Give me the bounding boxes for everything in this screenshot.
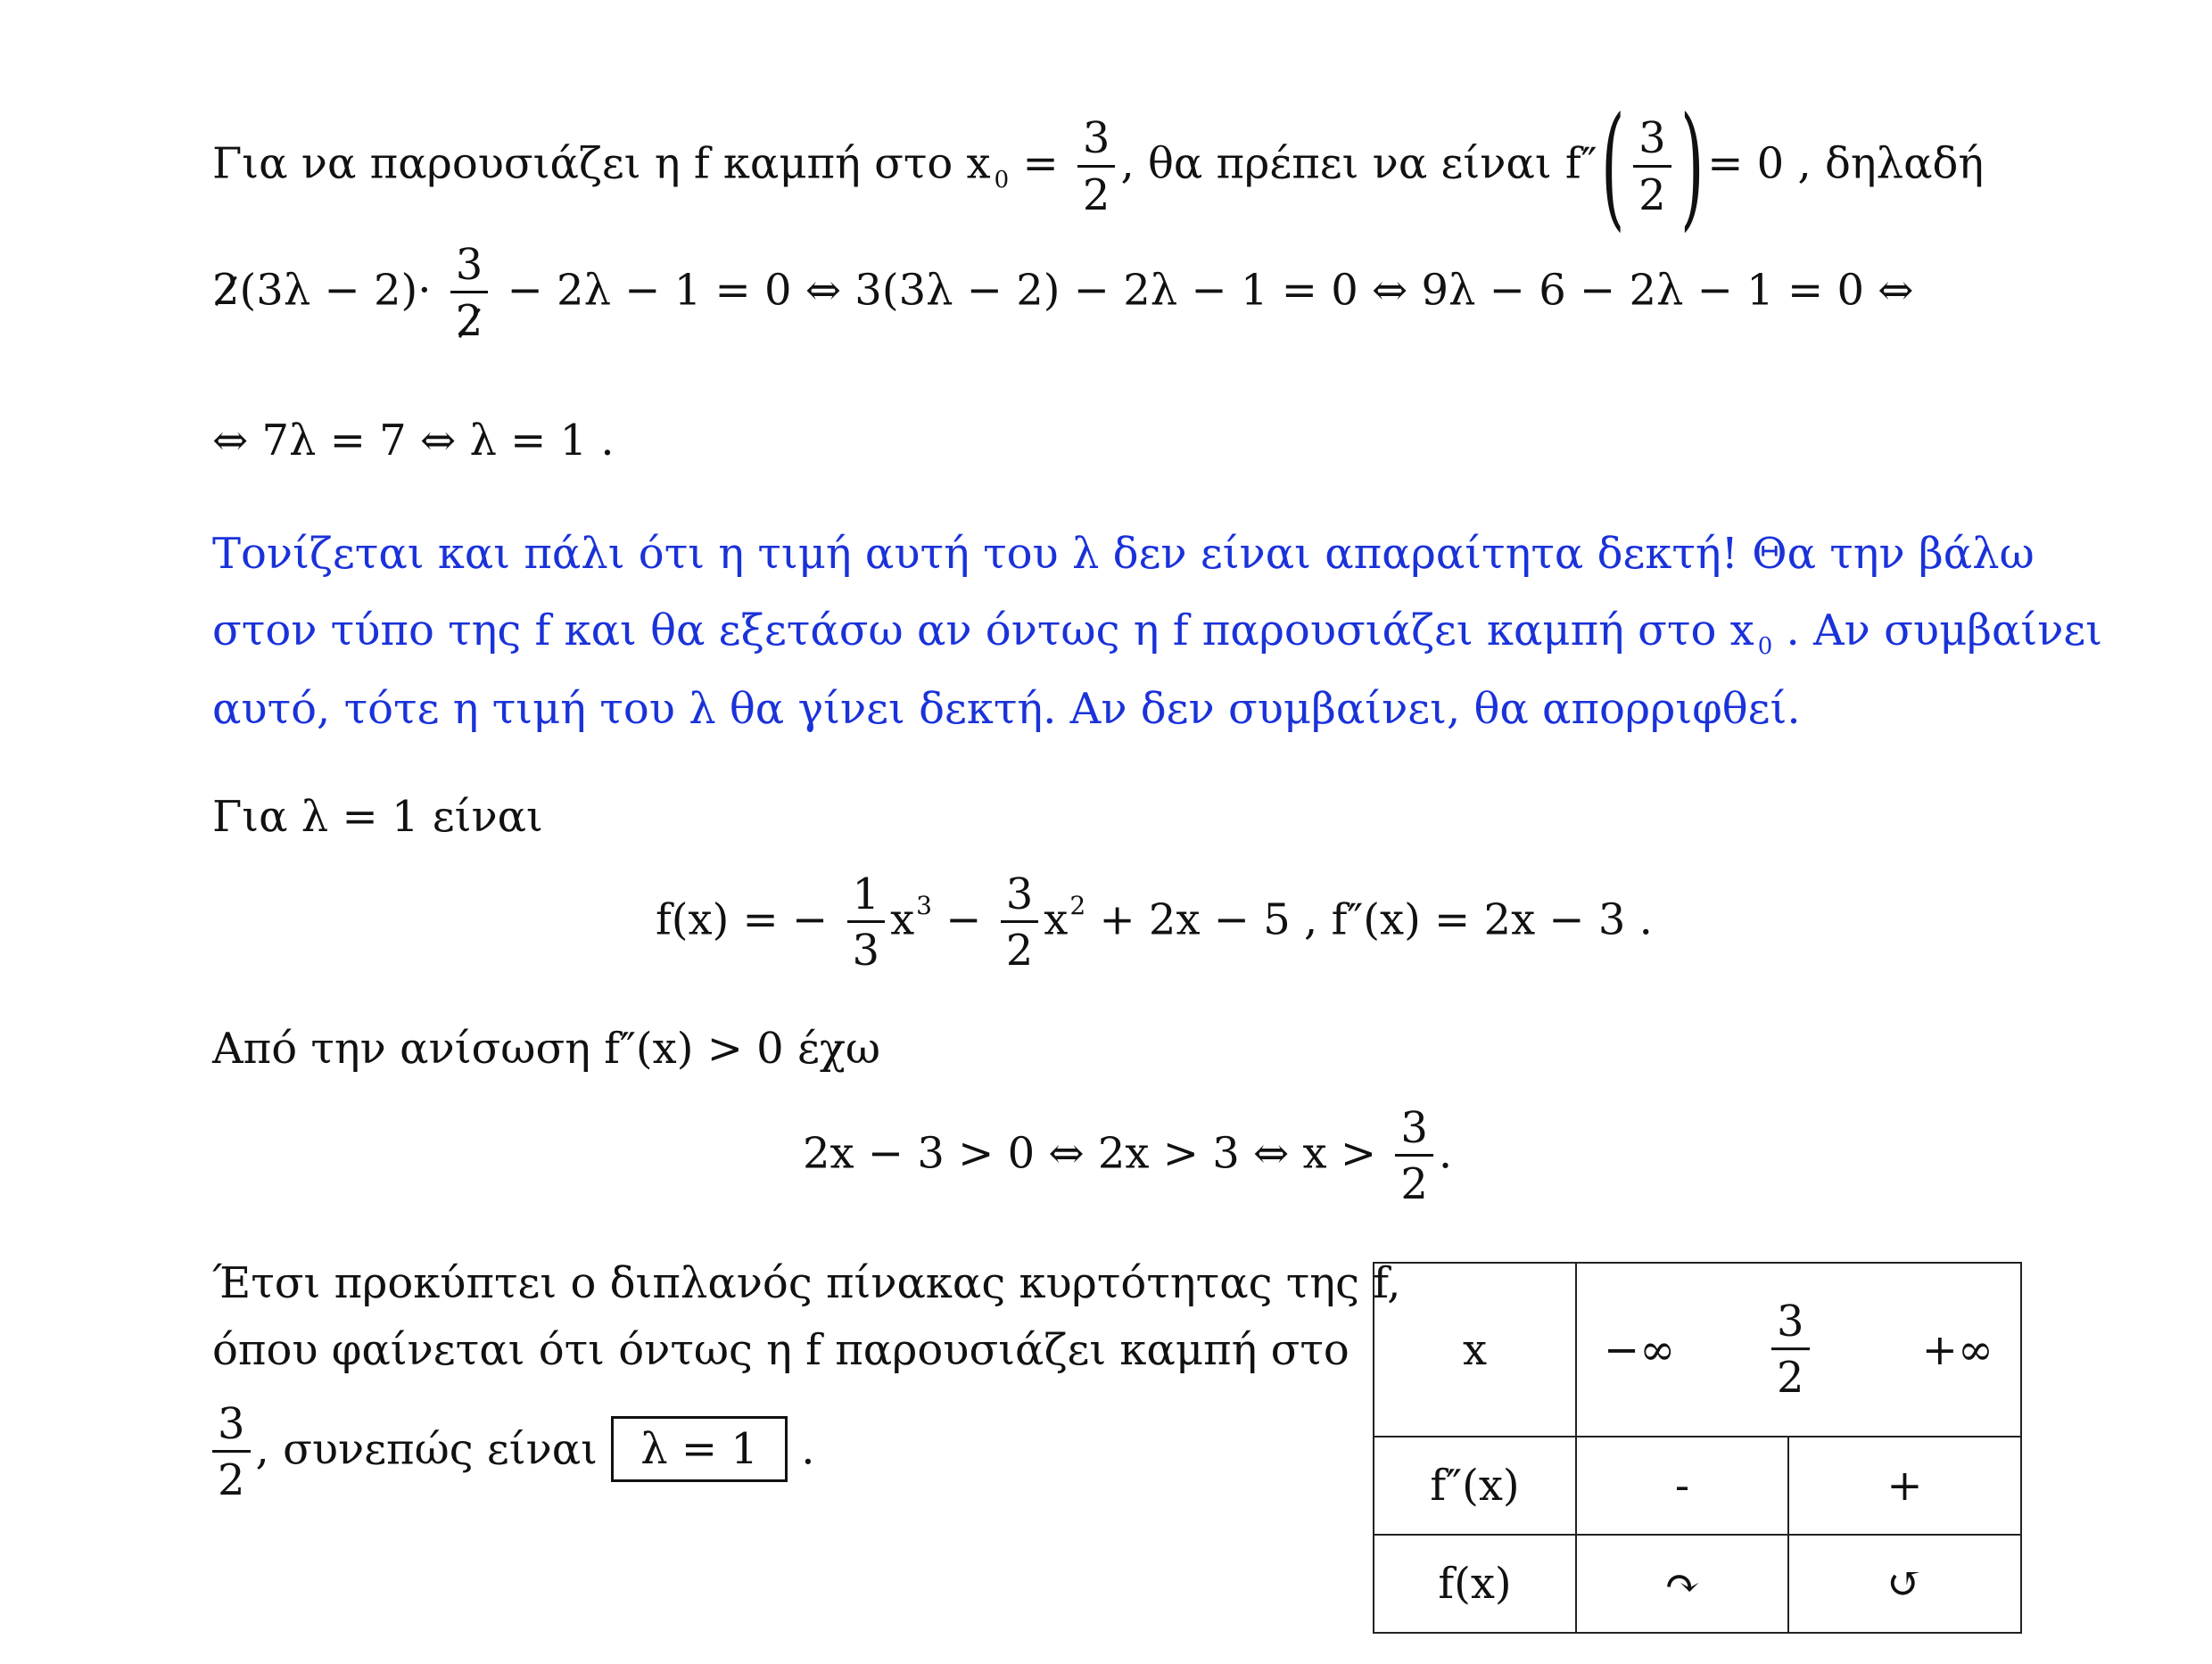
line-equation-lambda bbox=[212, 240, 1914, 347]
line-inflection-condition bbox=[212, 89, 1985, 244]
fraction-denominator: 2 bbox=[1633, 165, 1671, 218]
formula-f-and-f2 bbox=[656, 869, 1653, 976]
fraction-3-2 bbox=[212, 1399, 251, 1506]
right-paren: ) bbox=[1680, 89, 1704, 244]
sign-left: - bbox=[1576, 1437, 1788, 1535]
line1-eq: = bbox=[1022, 138, 1059, 189]
for-lambda-line: Για λ = 1 είναι bbox=[212, 792, 543, 842]
fraction-denominator: 2 bbox=[1771, 1347, 1810, 1400]
formula-lhs: f(x) = − bbox=[656, 894, 829, 945]
inequality-solution bbox=[803, 1103, 1453, 1210]
fraction-3-2 bbox=[1077, 113, 1116, 220]
exponent-3: 3 bbox=[916, 891, 932, 921]
line1-text-b: , θα πρέπει να είναι f″ bbox=[1120, 138, 1597, 189]
fraction-denominator: 2 bbox=[1395, 1154, 1433, 1207]
note-line-2 bbox=[212, 605, 2103, 660]
table-row-x bbox=[1374, 1263, 2021, 1437]
fraction-numerator: 3 bbox=[455, 240, 483, 290]
fraction-numerator: 3 bbox=[1777, 1296, 1804, 1347]
fraction-3-2-cancelled bbox=[450, 240, 489, 347]
formula-x2: x bbox=[1044, 894, 1069, 945]
fraction-denominator: 3 bbox=[847, 920, 886, 973]
line1-sub0: 0 bbox=[994, 166, 1010, 194]
cancelled-denominator: 2 bbox=[455, 296, 483, 347]
exponent-2: 2 bbox=[1069, 891, 1086, 921]
fraction-numerator: 3 bbox=[218, 1399, 245, 1449]
table-row-f2 bbox=[1374, 1437, 2021, 1535]
fraction-3-2 bbox=[1001, 869, 1039, 976]
fraction-denominator: 2 bbox=[212, 1450, 251, 1503]
positive-infinity: +∞ bbox=[1921, 1324, 1993, 1375]
fraction-numerator: 3 bbox=[1005, 869, 1034, 919]
conclusion-dot: . bbox=[801, 1424, 815, 1475]
line2-part-a: (3λ − 2)· bbox=[239, 265, 432, 316]
formula-minus: − bbox=[945, 894, 982, 945]
cancelled-two: 2 bbox=[212, 265, 240, 316]
fraction-3-2 bbox=[1395, 1103, 1433, 1210]
fraction-denominator: 2 bbox=[1001, 920, 1039, 973]
fraction-denominator: 2 bbox=[1077, 165, 1116, 218]
fraction-denominator bbox=[450, 291, 489, 347]
line2-part-b: − 2λ − 1 = 0 ⇔ 3(3λ − 2) − 2λ − 1 = 0 ⇔ 9λ − 6 − 2λ − 1 = 0 ⇔ bbox=[507, 265, 1914, 316]
inequality-dot: . bbox=[1438, 1128, 1453, 1179]
boxed-answer: λ = 1 bbox=[611, 1416, 788, 1482]
row-label-f: f(x) bbox=[1374, 1535, 1576, 1633]
conclusion-text: , συνεπώς είναι bbox=[255, 1424, 598, 1475]
inequality-text: 2x − 3 > 0 ⇔ 2x > 3 ⇔ x > bbox=[803, 1128, 1377, 1179]
note-line-1: Τονίζεται και πάλι ότι η τιμή αυτή του λ δεν είναι απαραίτητα δεκτή! Θα την βάλω bbox=[212, 529, 2035, 579]
note-line2-a: στον τύπο της f και θα εξετάσω αν όντως η f παρουσιάζει καμπή στο x bbox=[212, 605, 1754, 655]
formula-x3: x bbox=[890, 894, 915, 945]
row-label-f2: f″(x) bbox=[1374, 1437, 1576, 1535]
line1-text-c: = 0 , δηλαδή bbox=[1707, 138, 1985, 189]
fraction-numerator: 3 bbox=[1082, 113, 1110, 164]
line-lambda-result: ⇔ 7λ = 7 ⇔ λ = 1 . bbox=[212, 416, 615, 465]
fraction-numerator: 3 bbox=[1400, 1103, 1428, 1153]
inequality-intro: Από την ανίσωση f″(x) > 0 έχω bbox=[212, 1024, 881, 1074]
negative-infinity: −∞ bbox=[1604, 1324, 1676, 1375]
concave-arrow-icon: ↷ bbox=[1576, 1535, 1788, 1633]
note-sub0: 0 bbox=[1757, 633, 1773, 660]
table-row-f bbox=[1374, 1535, 2021, 1633]
conclusion-line-3 bbox=[212, 1399, 815, 1506]
left-paren: ( bbox=[1600, 89, 1625, 244]
convexity-table bbox=[1373, 1262, 2022, 1634]
fraction-1-3 bbox=[847, 869, 886, 976]
fraction-numerator: 3 bbox=[1638, 113, 1666, 164]
note-line-3: αυτό, τότε η τιμή του λ θα γίνει δεκτή. Αν δεν συμβαίνει, θα απορριφθεί. bbox=[212, 684, 1801, 734]
formula-rest: + 2x − 5 , f″(x) = 2x − 3 . bbox=[1099, 894, 1653, 945]
convex-arrow-icon: ↺ bbox=[1788, 1535, 2021, 1633]
x-values-cell bbox=[1576, 1263, 2021, 1437]
note-line2-b: . Αν συμβαίνει bbox=[1786, 605, 2103, 655]
line1-text-a: Για να παρουσιάζει η f καμπή στο x bbox=[212, 138, 991, 189]
conclusion-line-2: όπου φαίνεται ότι όντως η f παρουσιάζει καμπή στο bbox=[212, 1325, 1349, 1375]
fraction-3-2-arg bbox=[1633, 113, 1671, 220]
row-label-x: x bbox=[1374, 1263, 1576, 1437]
sign-right: + bbox=[1788, 1437, 2021, 1535]
fraction-numerator: 1 bbox=[852, 869, 880, 919]
fraction-3-2 bbox=[1771, 1296, 1810, 1403]
conclusion-line-1: Έτσι προκύπτει ο διπλανός πίνακας κυρτότητας της f, bbox=[212, 1258, 1401, 1308]
